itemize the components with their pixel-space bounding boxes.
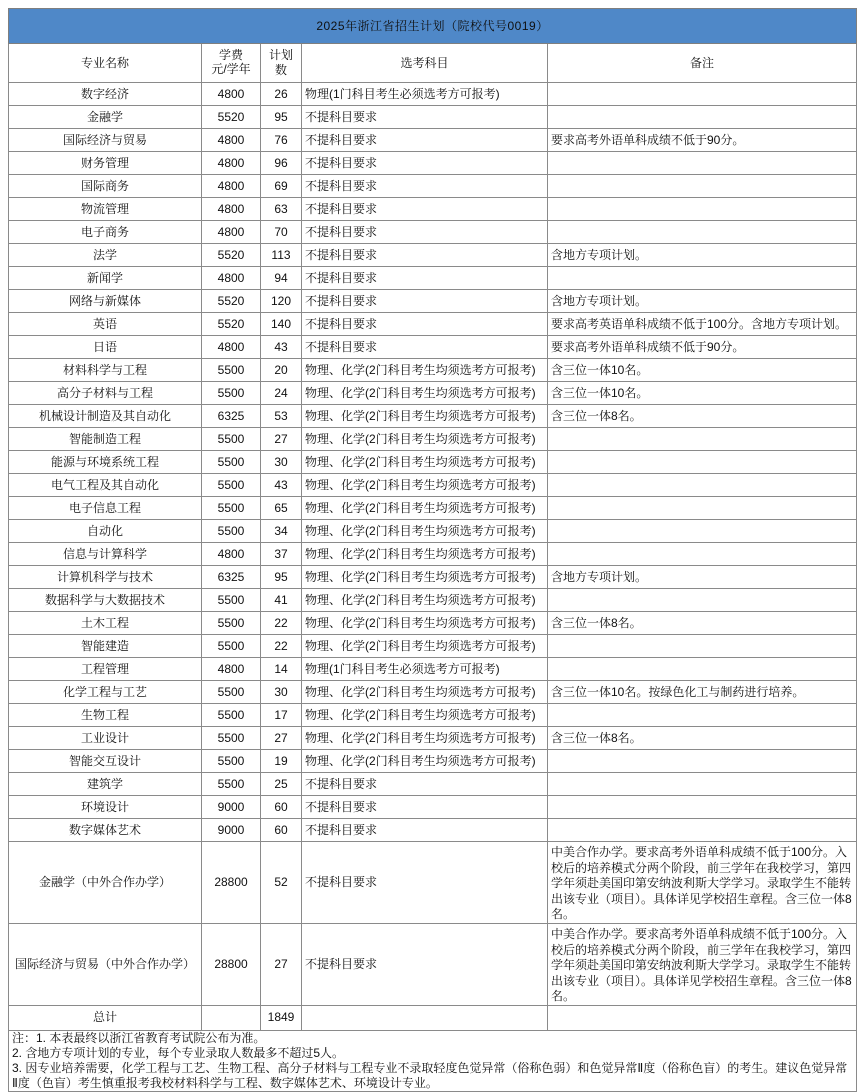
tuition-cell: 4800 <box>202 129 261 152</box>
remark-cell: 中美合作办学。要求高考外语单科成绩不低于100分。入校后的培养模式分两个阶段，前三学年在我校学习，第四学年须赴美国印第安纳波利斯大学学习。录取学生不能转出该专业（项目）。具体详见学校招生章程。含三位一体8名。 <box>548 842 857 924</box>
table-row <box>9 635 857 658</box>
subject-requirement-cell: 不提科目要求 <box>302 819 548 842</box>
plan-count-cell: 53 <box>261 405 302 428</box>
subject-requirement-cell: 不提科目要求 <box>302 244 548 267</box>
tuition-cell: 5500 <box>202 704 261 727</box>
tuition-cell: 5500 <box>202 451 261 474</box>
subject-requirement-cell: 不提科目要求 <box>302 336 548 359</box>
tuition-cell: 4800 <box>202 221 261 244</box>
subject-requirement-cell: 物理、化学(2门科目考生均须选考方可报考) <box>302 566 548 589</box>
tuition-cell: 5500 <box>202 474 261 497</box>
table-row <box>9 819 857 842</box>
plan-count-cell: 70 <box>261 221 302 244</box>
table-row <box>9 359 857 382</box>
plan-count-cell: 27 <box>261 923 302 1005</box>
table-row <box>9 313 857 336</box>
major-name-cell: 数字经济 <box>9 83 202 106</box>
table-row <box>9 727 857 750</box>
plan-count-cell: 27 <box>261 428 302 451</box>
subject-requirement-cell: 物理、化学(2门科目考生均须选考方可报考) <box>302 474 548 497</box>
major-name-cell: 计算机科学与技术 <box>9 566 202 589</box>
remark-cell <box>548 474 857 497</box>
major-name-cell: 智能制造工程 <box>9 428 202 451</box>
remark-cell <box>548 83 857 106</box>
tuition-cell: 5500 <box>202 589 261 612</box>
tuition-cell: 5500 <box>202 681 261 704</box>
remark-cell <box>548 198 857 221</box>
subject-requirement-cell: 不提科目要求 <box>302 175 548 198</box>
major-name-cell: 环境设计 <box>9 796 202 819</box>
remark-cell: 含三位一体8名。 <box>548 612 857 635</box>
tuition-header-line1: 学费 <box>218 48 243 63</box>
table-row-joint-program <box>9 842 857 924</box>
tuition-cell: 28800 <box>202 842 261 924</box>
remark-cell: 含三位一体10名。 <box>548 382 857 405</box>
tuition-cell: 5500 <box>202 382 261 405</box>
remark-cell <box>548 520 857 543</box>
remark-cell: 要求高考外语单科成绩不低于90分。 <box>548 336 857 359</box>
major-name-cell: 国际经济与贸易（中外合作办学） <box>9 923 202 1005</box>
major-name-cell: 金融学 <box>9 106 202 129</box>
subject-requirement-cell: 不提科目要求 <box>302 923 548 1005</box>
remark-cell <box>548 497 857 520</box>
note-line-1: 注：1. 本表最终以浙江省教育考试院公布为准。 <box>12 1030 266 1045</box>
table-row <box>9 474 857 497</box>
plan-count-cell: 30 <box>261 681 302 704</box>
table-row <box>9 267 857 290</box>
total-tuition <box>202 1005 261 1030</box>
major-name-cell: 日语 <box>9 336 202 359</box>
subject-requirement-cell: 物理、化学(2门科目考生均须选考方可报考) <box>302 497 548 520</box>
tuition-cell: 6325 <box>202 405 261 428</box>
plan-count-cell: 95 <box>261 106 302 129</box>
major-name-cell: 智能建造 <box>9 635 202 658</box>
plan-count-cell: 140 <box>261 313 302 336</box>
subject-requirement-cell: 不提科目要求 <box>302 313 548 336</box>
table-row <box>9 405 857 428</box>
plan-count-cell: 96 <box>261 152 302 175</box>
tuition-cell: 4800 <box>202 152 261 175</box>
major-name-cell: 信息与计算科学 <box>9 543 202 566</box>
tuition-cell: 5500 <box>202 428 261 451</box>
subject-requirement-cell: 物理、化学(2门科目考生均须选考方可报考) <box>302 382 548 405</box>
table-row <box>9 198 857 221</box>
subject-requirement-cell: 物理、化学(2门科目考生均须选考方可报考) <box>302 428 548 451</box>
table-row <box>9 543 857 566</box>
table-row-joint-program <box>9 923 857 1005</box>
tuition-cell: 28800 <box>202 923 261 1005</box>
remark-cell: 含地方专项计划。 <box>548 290 857 313</box>
remark-cell: 含地方专项计划。 <box>548 566 857 589</box>
plan-count-cell: 22 <box>261 635 302 658</box>
plan-count-cell: 17 <box>261 704 302 727</box>
table-row <box>9 244 857 267</box>
table-row <box>9 773 857 796</box>
page-title: 2025年浙江省招生计划（院校代号0019） <box>9 9 857 44</box>
major-name-cell: 电气工程及其自动化 <box>9 474 202 497</box>
plan-count-cell: 52 <box>261 842 302 924</box>
remark-cell <box>548 704 857 727</box>
plan-count-cell: 76 <box>261 129 302 152</box>
subject-requirement-cell: 物理、化学(2门科目考生均须选考方可报考) <box>302 451 548 474</box>
plan-count-cell: 30 <box>261 451 302 474</box>
table-row <box>9 796 857 819</box>
subject-requirement-cell: 不提科目要求 <box>302 106 548 129</box>
table-row <box>9 83 857 106</box>
major-name-cell: 新闻学 <box>9 267 202 290</box>
subject-requirement-cell: 不提科目要求 <box>302 221 548 244</box>
plan-count-cell: 113 <box>261 244 302 267</box>
remark-cell: 含三位一体10名。 <box>548 359 857 382</box>
table-row <box>9 750 857 773</box>
major-name-cell: 数字媒体艺术 <box>9 819 202 842</box>
plan-count-cell: 26 <box>261 83 302 106</box>
note-line-2: 2. 含地方专项计划的专业，每个专业录取人数最多不超过5人。 <box>12 1045 345 1060</box>
major-name-cell: 金融学（中外合作办学） <box>9 842 202 924</box>
major-name-cell: 能源与环境系统工程 <box>9 451 202 474</box>
tuition-cell: 4800 <box>202 658 261 681</box>
major-name-cell: 工程管理 <box>9 658 202 681</box>
table-row <box>9 221 857 244</box>
table-row <box>9 681 857 704</box>
table-row <box>9 497 857 520</box>
subject-requirement-cell: 物理、化学(2门科目考生均须选考方可报考) <box>302 681 548 704</box>
table-title-row <box>9 9 857 44</box>
total-subject <box>302 1005 548 1030</box>
plan-count-cell: 63 <box>261 198 302 221</box>
tuition-cell: 9000 <box>202 796 261 819</box>
tuition-cell: 4800 <box>202 198 261 221</box>
plan-count-cell: 34 <box>261 520 302 543</box>
admission-plan-table <box>8 8 857 1092</box>
column-header-subject: 选考科目 <box>302 44 548 83</box>
remark-cell <box>548 221 857 244</box>
remark-cell <box>548 152 857 175</box>
major-name-cell: 物流管理 <box>9 198 202 221</box>
subject-requirement-cell: 不提科目要求 <box>302 129 548 152</box>
subject-requirement-cell: 不提科目要求 <box>302 773 548 796</box>
plan-count-cell: 27 <box>261 727 302 750</box>
subject-requirement-cell: 物理、化学(2门科目考生均须选考方可报考) <box>302 589 548 612</box>
subject-requirement-cell: 物理、化学(2门科目考生均须选考方可报考) <box>302 635 548 658</box>
plan-count-cell: 24 <box>261 382 302 405</box>
subject-requirement-cell: 物理、化学(2门科目考生均须选考方可报考) <box>302 704 548 727</box>
remark-cell: 含三位一体8名。 <box>548 405 857 428</box>
remark-cell: 含地方专项计划。 <box>548 244 857 267</box>
table-row <box>9 175 857 198</box>
plan-count-cell: 95 <box>261 566 302 589</box>
tuition-cell: 5500 <box>202 750 261 773</box>
subject-requirement-cell: 物理、化学(2门科目考生均须选考方可报考) <box>302 359 548 382</box>
major-name-cell: 财务管理 <box>9 152 202 175</box>
total-row <box>9 1005 857 1030</box>
plan-count-cell: 22 <box>261 612 302 635</box>
tuition-cell: 5500 <box>202 520 261 543</box>
remark-cell <box>548 635 857 658</box>
table-row <box>9 704 857 727</box>
major-name-cell: 智能交互设计 <box>9 750 202 773</box>
subject-requirement-cell: 物理、化学(2门科目考生均须选考方可报考) <box>302 727 548 750</box>
remark-cell <box>548 589 857 612</box>
major-name-cell: 法学 <box>9 244 202 267</box>
tuition-cell: 4800 <box>202 175 261 198</box>
remark-cell <box>548 267 857 290</box>
tuition-cell: 5520 <box>202 244 261 267</box>
major-name-cell: 材料科学与工程 <box>9 359 202 382</box>
note-line-3: 3. 因专业培养需要，化学工程与工艺、生物工程、高分子材料与工程专业不录取轻度色觉异常（俗称色弱）和色觉异常Ⅱ度（俗称色盲）的考生。建议色觉异常Ⅱ度（色盲）考生慎重报考我校材料科学与工程、数字媒体艺术、环境设计专业。 <box>12 1060 848 1090</box>
tuition-cell: 5520 <box>202 313 261 336</box>
tuition-header-line2: 元/学年 <box>211 62 251 76</box>
remark-cell <box>548 658 857 681</box>
tuition-cell: 9000 <box>202 819 261 842</box>
subject-requirement-cell: 物理、化学(2门科目考生均须选考方可报考) <box>302 543 548 566</box>
major-name-cell: 国际经济与贸易 <box>9 129 202 152</box>
total-label: 总计 <box>9 1005 202 1030</box>
table-row <box>9 428 857 451</box>
remark-cell <box>548 819 857 842</box>
plan-count-cell: 14 <box>261 658 302 681</box>
remark-cell: 要求高考外语单科成绩不低于90分。 <box>548 129 857 152</box>
subject-requirement-cell: 物理、化学(2门科目考生均须选考方可报考) <box>302 405 548 428</box>
remark-cell <box>548 796 857 819</box>
plan-count-cell: 41 <box>261 589 302 612</box>
subject-requirement-cell: 不提科目要求 <box>302 267 548 290</box>
table-row <box>9 520 857 543</box>
column-header-tuition <box>202 44 261 83</box>
major-name-cell: 工业设计 <box>9 727 202 750</box>
remark-cell <box>548 106 857 129</box>
plan-count-cell: 25 <box>261 773 302 796</box>
subject-requirement-cell: 不提科目要求 <box>302 290 548 313</box>
remark-cell <box>548 428 857 451</box>
remark-cell <box>548 451 857 474</box>
table-row <box>9 382 857 405</box>
table-row <box>9 566 857 589</box>
column-header-major-name: 专业名称 <box>9 44 202 83</box>
plan-count-cell: 43 <box>261 474 302 497</box>
tuition-cell: 5500 <box>202 612 261 635</box>
subject-requirement-cell: 物理、化学(2门科目考生均须选考方可报考) <box>302 520 548 543</box>
table-row <box>9 612 857 635</box>
plan-count-cell: 37 <box>261 543 302 566</box>
total-remark <box>548 1005 857 1030</box>
tuition-cell: 5500 <box>202 773 261 796</box>
table-row <box>9 451 857 474</box>
major-name-cell: 英语 <box>9 313 202 336</box>
tuition-cell: 4800 <box>202 83 261 106</box>
tuition-cell: 4800 <box>202 267 261 290</box>
column-header-remark: 备注 <box>548 44 857 83</box>
tuition-cell: 5520 <box>202 290 261 313</box>
tuition-cell: 4800 <box>202 543 261 566</box>
major-name-cell: 网络与新媒体 <box>9 290 202 313</box>
major-name-cell: 建筑学 <box>9 773 202 796</box>
plan-count-cell: 94 <box>261 267 302 290</box>
tuition-cell: 5500 <box>202 359 261 382</box>
table-row <box>9 290 857 313</box>
subject-requirement-cell: 物理、化学(2门科目考生均须选考方可报考) <box>302 750 548 773</box>
tuition-cell: 5500 <box>202 635 261 658</box>
remark-cell <box>548 773 857 796</box>
table-row <box>9 129 857 152</box>
plan-count-cell: 60 <box>261 819 302 842</box>
subject-requirement-cell: 物理(1门科目考生必须选考方可报考) <box>302 83 548 106</box>
major-name-cell: 电子商务 <box>9 221 202 244</box>
tuition-cell: 6325 <box>202 566 261 589</box>
remark-cell: 要求高考英语单科成绩不低于100分。含地方专项计划。 <box>548 313 857 336</box>
plan-count-cell: 120 <box>261 290 302 313</box>
table-row <box>9 106 857 129</box>
plan-count-cell: 20 <box>261 359 302 382</box>
table-row <box>9 152 857 175</box>
plan-count-cell: 65 <box>261 497 302 520</box>
subject-requirement-cell: 物理、化学(2门科目考生均须选考方可报考) <box>302 612 548 635</box>
major-name-cell: 土木工程 <box>9 612 202 635</box>
tuition-cell: 5500 <box>202 727 261 750</box>
total-plan-count: 1849 <box>261 1005 302 1030</box>
subject-requirement-cell: 不提科目要求 <box>302 842 548 924</box>
table-row <box>9 658 857 681</box>
subject-requirement-cell: 不提科目要求 <box>302 796 548 819</box>
remark-cell: 含三位一体8名。 <box>548 727 857 750</box>
remark-cell <box>548 750 857 773</box>
subject-requirement-cell: 不提科目要求 <box>302 198 548 221</box>
table-row <box>9 589 857 612</box>
subject-requirement-cell: 不提科目要求 <box>302 152 548 175</box>
remark-cell: 含三位一体10名。按绿色化工与制药进行培养。 <box>548 681 857 704</box>
major-name-cell: 国际商务 <box>9 175 202 198</box>
tuition-cell: 4800 <box>202 336 261 359</box>
tuition-cell: 5520 <box>202 106 261 129</box>
remark-cell: 中美合作办学。要求高考外语单科成绩不低于100分。入校后的培养模式分两个阶段，前三学年在我校学习，第四学年须赴美国印第安纳波利斯大学学习。录取学生不能转出该专业（项目）。具体详见学校招生章程。含三位一体8名。 <box>548 923 857 1005</box>
plan-count-cell: 69 <box>261 175 302 198</box>
plan-count-cell: 60 <box>261 796 302 819</box>
major-name-cell: 化学工程与工艺 <box>9 681 202 704</box>
major-name-cell: 自动化 <box>9 520 202 543</box>
table-row <box>9 336 857 359</box>
remark-cell <box>548 175 857 198</box>
major-name-cell: 机械设计制造及其自动化 <box>9 405 202 428</box>
major-name-cell: 生物工程 <box>9 704 202 727</box>
table-header-row <box>9 44 857 83</box>
column-header-plan-count: 计划数 <box>261 44 302 83</box>
plan-count-cell: 43 <box>261 336 302 359</box>
major-name-cell: 高分子材料与工程 <box>9 382 202 405</box>
major-name-cell: 数据科学与大数据技术 <box>9 589 202 612</box>
plan-count-cell: 19 <box>261 750 302 773</box>
remark-cell <box>548 543 857 566</box>
major-name-cell: 电子信息工程 <box>9 497 202 520</box>
tuition-cell: 5500 <box>202 497 261 520</box>
subject-requirement-cell: 物理(1门科目考生必须选考方可报考) <box>302 658 548 681</box>
